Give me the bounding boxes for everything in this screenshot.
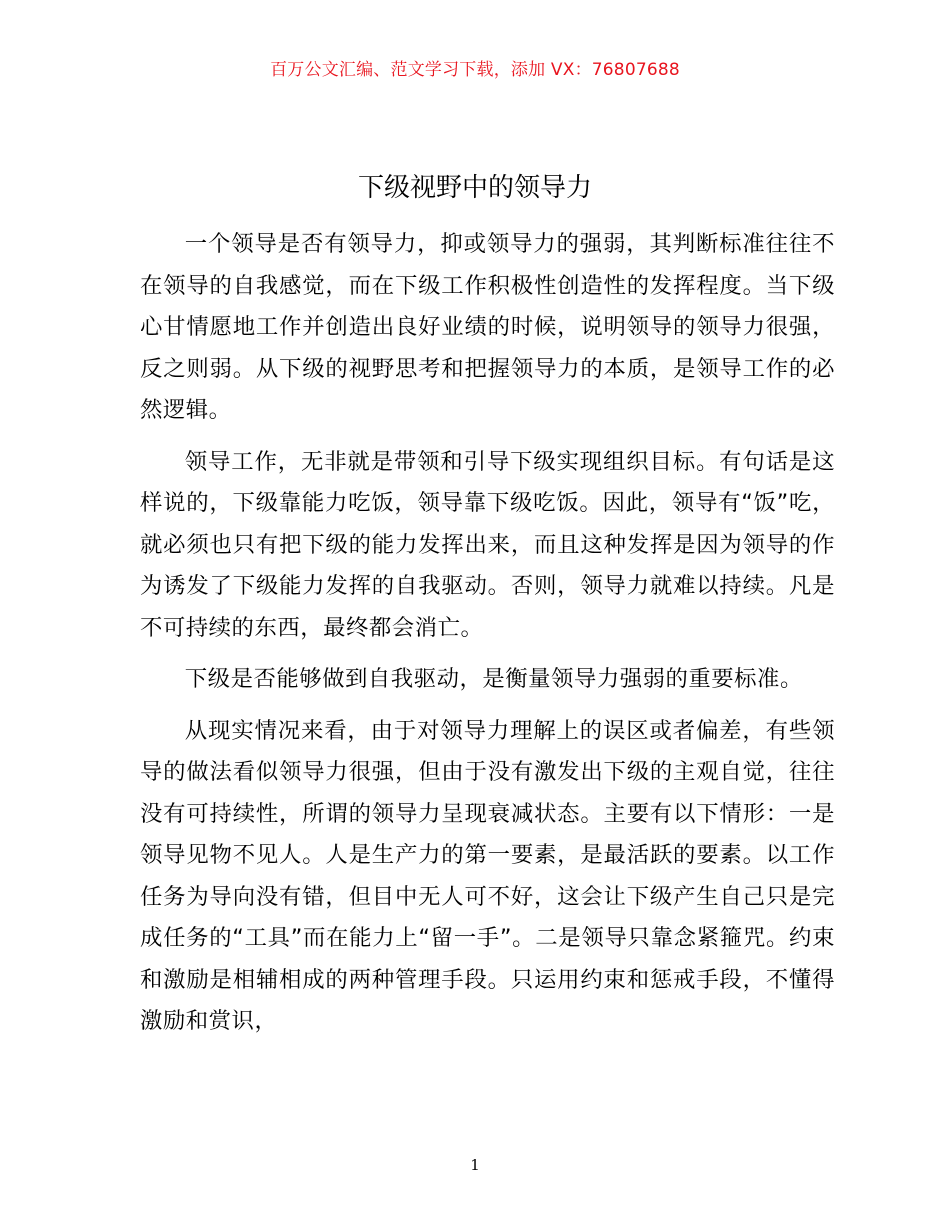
paragraph: 一个领导是否有领导力，抑或领导力的强弱，其判断标准往往不在领导的自我感觉，而在下级工作积极性创造性的发挥程度。当下级心甘情愿地工作并创造出良好业绩的时候，说明领导的领导力很强，反之则弱。从下级的视野思考和把握领导力的本质，是领导工作的必然逻辑。	[140, 231, 835, 423]
page-number: 1	[470, 1156, 480, 1174]
header-text: 百万公文汇编、范文学习下载，添加 VX：76807688	[270, 60, 680, 80]
document-title: 下级视野中的领导力	[357, 173, 592, 203]
paragraph: 下级是否能够做到自我驱动，是衡量领导力强弱的重要标准。	[184, 666, 803, 692]
document-body	[140, 224, 835, 1053]
paragraph: 从现实情况来看，由于对领导力理解上的误区或者偏差，有些领导的做法看似领导力很强，但由于没有激发出下级的主观自觉，往往没有可持续性，所谓的领导力呈现衰减状态。主要有以下情形：一是领导见物不见人。人是生产力的第一要素，是最活跃的要素。以工作任务为导向没有错，但目中无人可不好，这会让下级产生自己只是完成任务的“工具”而在能力上“留一手”。二是领导只靠念紧箍咒。约束和激励是相辅相成的两种管理手段。只运用约束和惩戒手段，不懂得激励和赏识，	[140, 717, 835, 1034]
watermark-header	[0, 58, 950, 82]
paragraph: 领导工作，无非就是带领和引导下级实现组织目标。有句话是这样说的，下级靠能力吃饭，领导靠下级吃饭。因此，领导有“饭”吃，就必须也只有把下级的能力发挥出来，而且这种发挥是因为领导的作为诱发了下级能力发挥的自我驱动。否则，领导力就难以持续。凡是不可持续的东西，最终都会消亡。	[140, 448, 835, 641]
